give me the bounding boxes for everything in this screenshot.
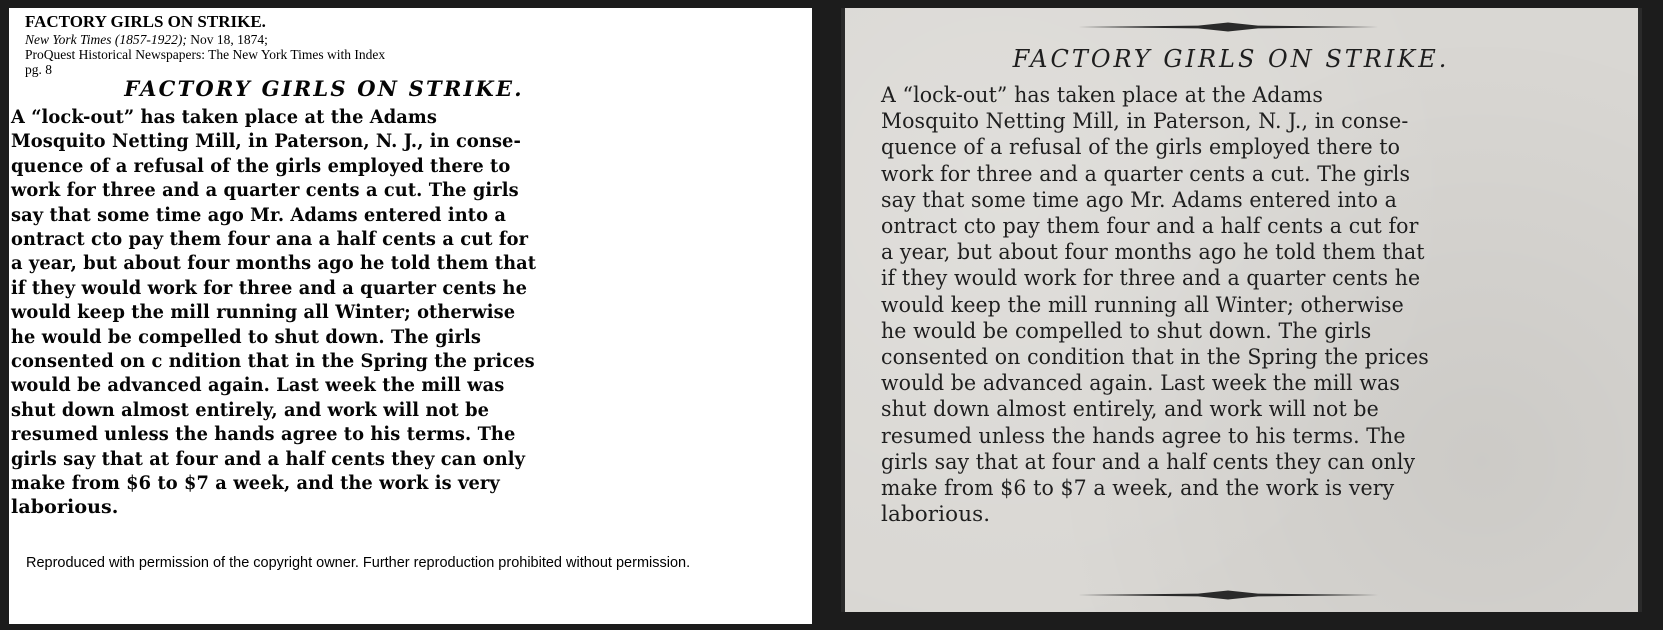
scan-article-line: consented on c ndition that in the Spring the prices (11, 350, 535, 372)
scan-article-line: if they would work for three and a quarter cents he (11, 276, 528, 299)
scan-article-line: a year, but about four months ago he told them that (11, 252, 537, 275)
scan-article-line: ontract cto pay them four ana a half cents a cut for (11, 228, 529, 250)
photo-article-line: consented on condition that in the Spring the prices (881, 345, 1429, 370)
scan-article-line: quence of a refusal of the girls employed there to (11, 154, 511, 177)
photo-article-line: resumed unless the hands agree to his terms. The (881, 423, 1406, 449)
photo-article-line: if they would work for three and a quarter cents he (881, 266, 1421, 292)
photo-article-line: make from $6 to $7 a week, and the work is very (881, 476, 1395, 501)
copyright-notice: Reproduced with permission of the copyright owner. Further reproduction prohibited without permission. (26, 555, 691, 571)
photo-article-line: laborious. (881, 502, 991, 528)
photo-article-line: say that some time ago Mr. Adams entered into a (881, 187, 1397, 213)
scan-article-line: make from $6 to $7 a week, and the work is very (11, 472, 500, 494)
citation-source: ProQuest Historical Newspapers: The New York Times with Index (25, 47, 386, 62)
photo-article-line: would keep the mill running all Winter; otherwise (881, 292, 1404, 318)
scan-article-line: would keep the mill running all Winter; otherwise (11, 301, 516, 324)
scan-article (9, 74, 812, 534)
scan-article-line: resumed unless the hands agree to his terms. The (11, 423, 516, 446)
photo-article-line: a year, but about four months ago he told them that (881, 240, 1425, 266)
photo-article-line: A “lock-out” has taken place at the Adams (881, 83, 1323, 108)
scan-article-line: laborious. (11, 496, 119, 519)
citation-title: FACTORY GIRLS ON STRIKE. (25, 12, 266, 31)
proquest-scan-panel (9, 8, 812, 624)
citation-page: pg. 8 (25, 62, 52, 77)
citation-date: Nov 18, 1874; (186, 32, 268, 47)
scan-article-line: girls say that at four and a half cents they can only (11, 447, 526, 470)
scan-article-line: would be advanced again. Last week the mill was (11, 374, 505, 397)
photo-article-line: he would be compelled to shut down. The girls (881, 318, 1372, 344)
photo-article-line: work for three and a quarter cents a cut. The girls (881, 161, 1411, 187)
photo-article-line: Mosquito Netting Mill, in Paterson, N. J., in conse- (881, 109, 1409, 135)
scan-article-line: say that some time ago Mr. Adams entered into a (11, 203, 506, 226)
newsprint-photo-panel (841, 8, 1642, 612)
citation-publication: New York Times (1857-1922); (25, 32, 187, 47)
scan-article-line: A “lock-out” has taken place at the Adams (11, 106, 437, 128)
photo-article (841, 8, 1642, 612)
photo-article-line: would be advanced again. Last week the mill was (881, 371, 1400, 397)
photo-article-headline: FACTORY GIRLS ON STRIKE. (1012, 45, 1450, 73)
photo-article-line: girls say that at four and a half cents they can only (881, 449, 1416, 475)
scan-article-line: he would be compelled to shut down. The girls (11, 325, 482, 348)
photo-article-line: shut down almost entirely, and work will not be (881, 397, 1379, 423)
scan-article-headline: FACTORY GIRLS ON STRIKE. (124, 76, 524, 101)
scan-article-line: Mosquito Netting Mill, in Paterson, N. J., in conse- (11, 130, 521, 153)
citation-header (25, 12, 585, 77)
citation-publication-line (25, 32, 585, 47)
photo-article-line: quence of a refusal of the girls employed there to (881, 135, 1401, 161)
photo-article-line: ontract cto pay them four and a half cents a cut for (881, 214, 1419, 239)
scan-article-line: work for three and a quarter cents a cut. The girls (11, 179, 519, 202)
bottom-ornament-rule (1078, 590, 1378, 600)
scan-article-line: shut down almost entirely, and work will not be (11, 398, 490, 421)
